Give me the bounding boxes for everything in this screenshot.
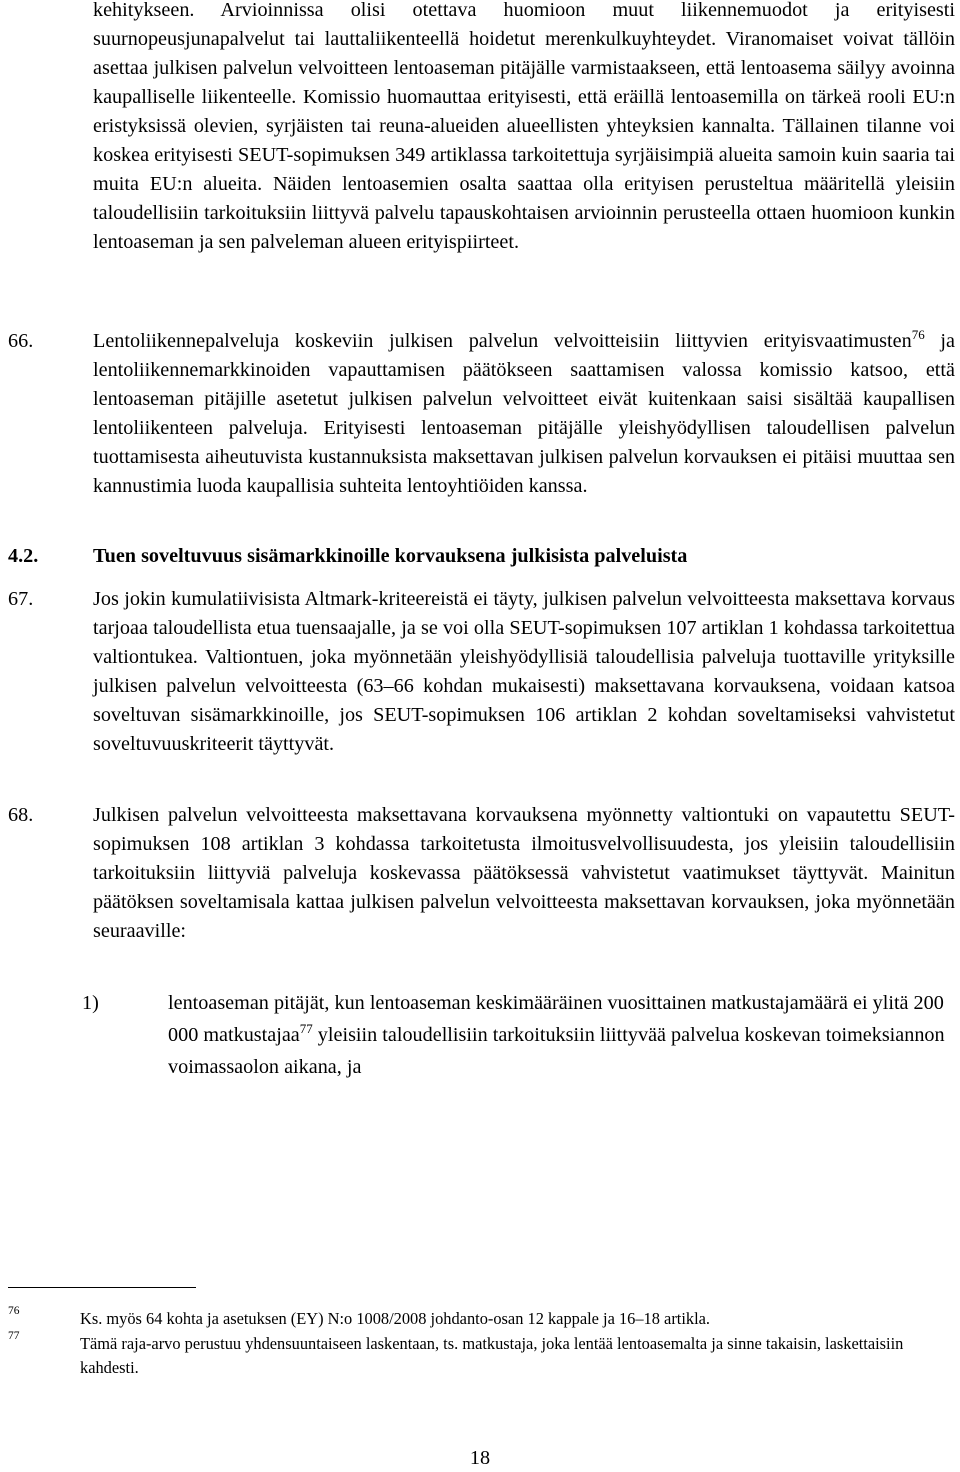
footnote-separator <box>8 1287 196 1288</box>
footnote-ref-77[interactable]: 77 <box>299 1021 313 1036</box>
footnote-ref-76[interactable]: 76 <box>911 327 925 342</box>
footnote-77: Tämä raja-arvo perustuu yhdensuuntaiseen laskentaan, ts. matkustaja, joka lentää lentoasemalta ja sinne takaisin, laskettaisiin kahdesti. <box>80 1334 904 1377</box>
list-item-text-start: lentoaseman pitäjät, kun lentoaseman keskimääräinen vuosittainen matkustajamäärä ei ylitä 200 000 matkustajaa <box>168 992 944 1046</box>
footnote-mark-77: 77 <box>8 1330 20 1342</box>
paragraph-number-68: 68. <box>8 804 34 826</box>
intro-paragraph: kehitykseen. Arvioinnissa olisi otettava huomioon muut liikennemuodot ja erityisesti suurnopeusjunapalvelut tai lauttaliikenteellä hoidetut merenkulkuyhteydet. Viranomaiset voivat tällöin asettaa julkisen palvelun velvoitteen lentoaseman pitäjälle varmistaakseen, että lentoasema säilyy avoinna kaupalliselle liikenteelle. Komissio huomauttaa erityisesti, että eräillä lentoasemilla on tärkeä rooli EU:n eristyksissä olevien, syrjäisten tai reuna-alueiden alueellisten yhteyksien kannalta. Tällainen tilanne voi koskea erityisesti SEUT-sopimuksen 349 artiklassa tarkoitettuja syrjäisimpiä alueita samoin kuin saaria tai muita EU:n alueita. Näiden lentoasemien osalta saattaa olla erityisen perusteltua määritellä yleisiin taloudellisiin tarkoituksiin liittyvä palvelu tapauskohtaisen arvioinnin perusteella ottaen huomioon kunkin lentoaseman ja sen palveleman alueen erityispiirteet. <box>93 0 955 253</box>
paragraph-number-67: 67. <box>8 588 34 610</box>
paragraph-66 <box>93 327 955 501</box>
footnote-76: Ks. myös 64 kohta ja asetuksen (EY) N:o 1008/2008 johdanto-osan 12 kappale ja 16–18 artikla. <box>80 1309 711 1328</box>
list-item <box>168 987 958 1083</box>
page-number: 18 <box>469 1447 491 1469</box>
paragraph-66-text-start: Lentoliikennepalveluja koskeviin julkisen palvelun velvoitteisiin liittyvien erityisvaatimusten <box>93 330 912 352</box>
paragraph-67: Jos jokin kumulatiivisista Altmark-kriteereistä ei täyty, julkisen palvelun velvoitteesta maksettava korvaus tarjoaa taloudellista etua tuensaajalle, ja se voi olla SEUT-sopimuksen 107 artiklan 1 kohdassa tarkoitettua valtiontukea. Valtiontuen, joka myönnetään yleishyödyllisiä taloudellisia palveluja tuottaville yrityksille julkisen palvelun velvoitteesta (63–66 kohdan mukaisesti) maksettavana korvauksena, voidaan katsoa soveltuvan sisämarkkinoille, jos SEUT-sopimuksen 106 artiklan 2 kohdan soveltamiseksi vahvistetut soveltuvuuskriteerit täyttyvät. <box>93 588 955 755</box>
footnote-mark-76: 76 <box>8 1305 20 1317</box>
list-item-number: 1) <box>82 992 99 1014</box>
paragraph-68: Julkisen palvelun velvoitteesta maksettavana korvauksena myönnetty valtiontuki on vapautettu SEUT-sopimuksen 108 artiklan 3 kohdassa tarkoitetusta ilmoitusvelvollisuudesta, jos yleisiin taloudellisiin tarkoituksiin liittyviä palveluja koskevassa päätöksessä vahvistetut vaatimukset täyttyvät. Mainitun päätöksen soveltamisala kattaa julkisen palvelun velvoitteesta maksettavan korvauksen, joka myönnetään seuraaville: <box>93 804 955 942</box>
section-number: 4.2. <box>8 545 39 567</box>
paragraph-number-66: 66. <box>8 330 34 352</box>
section-heading: Tuen soveltuvuus sisämarkkinoille korvauksena julkisista palveluista <box>93 545 688 567</box>
list-item-text-end: yleisiin taloudellisiin tarkoituksiin liittyvää palvelua koskevan toimeksiannon voimassaolon aikana, ja <box>168 1024 945 1078</box>
paragraph-66-text-end: ja lentoliikennemarkkinoiden vapauttamisen päätökseen saattamisen valossa komissio katsoo, että lentoaseman pitäjille asetetut julkisen palvelun velvoitteet eivät kuitenkaan saisi sisältää kaupallisen lentoliikenteen palveluja. Erityisesti lentoaseman pitäjälle yleishyödyllisen taloudellisen palvelun tuottamisesta aiheutuvista kustannuksista maksettavan julkisen palvelun korvauksen ei pitäisi muuttaa sen kannustimia luoda kaupallisia suhteita lentoyhtiöiden kanssa. <box>93 330 955 497</box>
